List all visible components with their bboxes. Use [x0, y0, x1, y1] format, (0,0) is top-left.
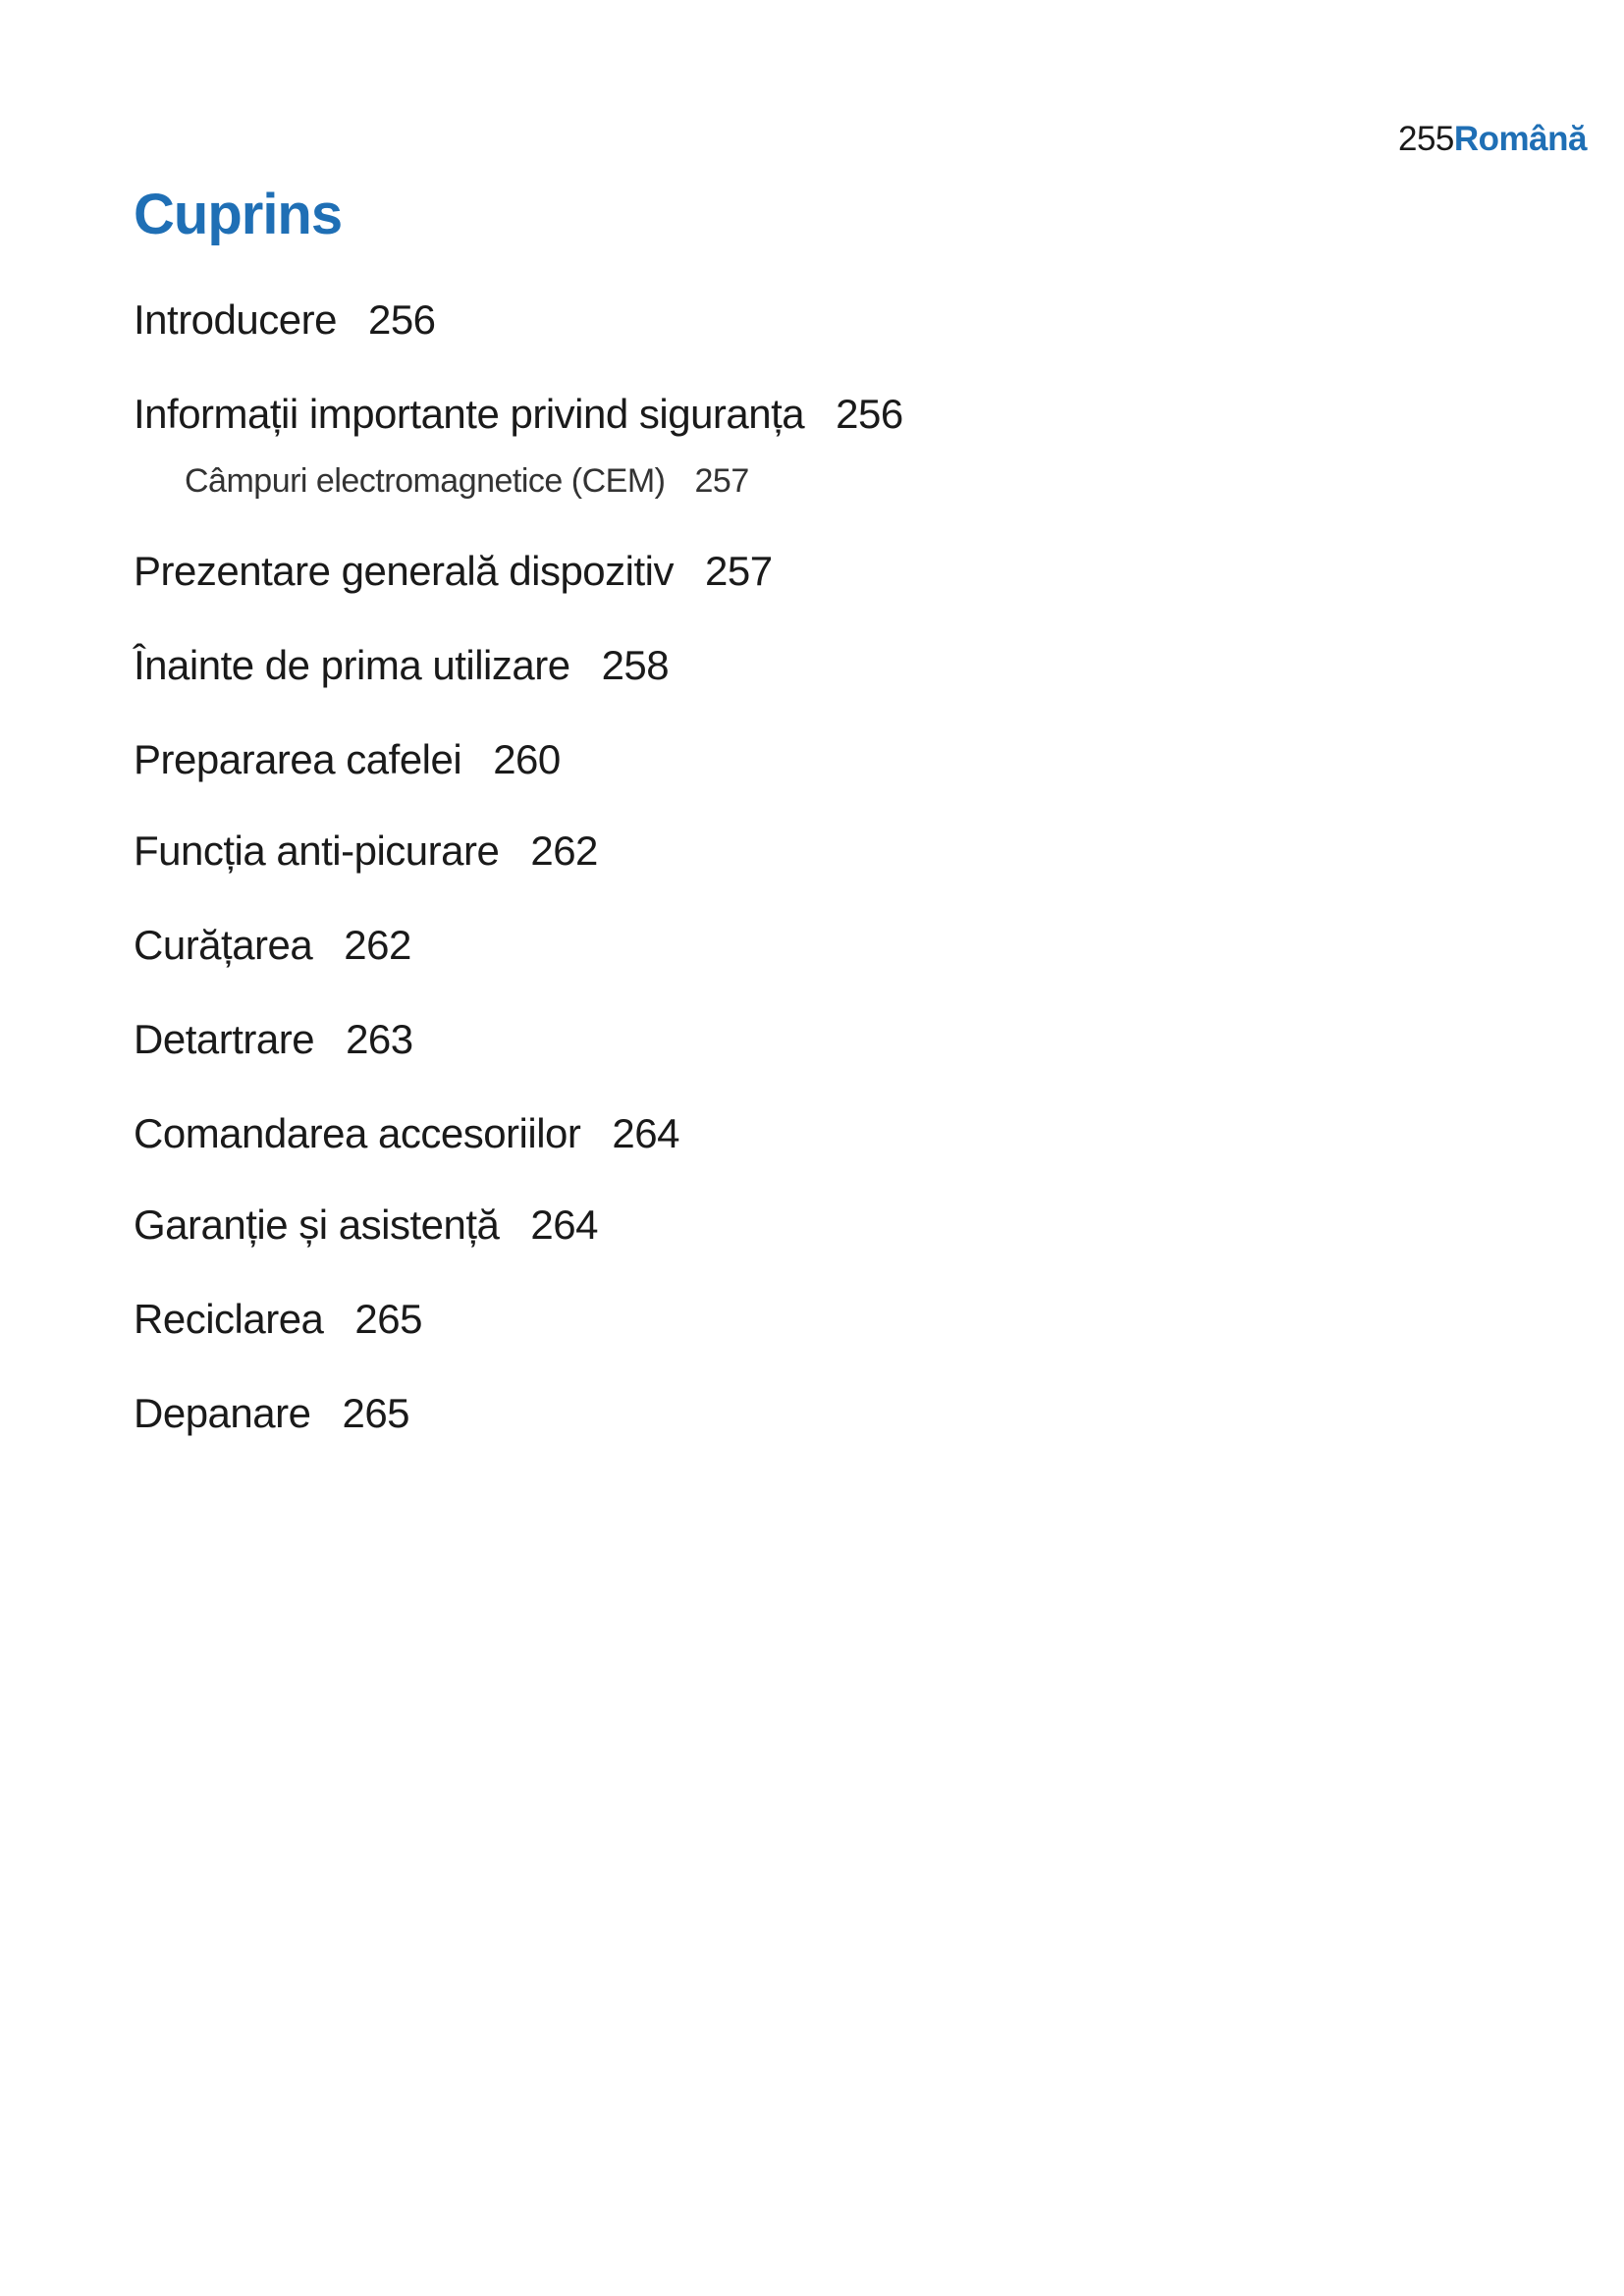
- toc-entry-page: 263: [346, 1016, 413, 1062]
- toc-entry-functia-anti-picurare[interactable]: [134, 828, 598, 875]
- toc-entry-label: Curățarea: [134, 922, 313, 968]
- toc-entry-page: 264: [612, 1110, 679, 1156]
- toc-entry-informatii-siguranta[interactable]: [134, 391, 903, 438]
- toc-entry-detartrare[interactable]: [134, 1016, 413, 1063]
- toc-entry-page: 262: [530, 828, 598, 874]
- toc-title: Cuprins: [134, 183, 343, 246]
- toc-entry-label: Introducere: [134, 296, 337, 343]
- toc-entry-page: 257: [705, 548, 773, 594]
- toc-entry-label: Prezentare generală dispozitiv: [134, 548, 674, 594]
- toc-entry-prezentare-generala[interactable]: [134, 548, 773, 595]
- toc-entry-page: 265: [354, 1296, 422, 1342]
- toc-entry-reciclarea[interactable]: [134, 1296, 422, 1343]
- toc-entry-campuri-electromagnetice[interactable]: [185, 461, 749, 501]
- toc-entry-page: 256: [367, 296, 436, 343]
- toc-entry-page: 258: [601, 642, 670, 688]
- toc-entry-page: 257: [694, 462, 749, 500]
- toc-entry-page: 262: [344, 922, 411, 968]
- toc-entry-page: 256: [836, 391, 903, 437]
- toc-entry-label: Funcția anti-picurare: [134, 828, 500, 874]
- toc-entry-prepararea-cafelei[interactable]: [134, 736, 561, 783]
- toc-entry-inainte-de-prima-utilizare[interactable]: [134, 642, 669, 689]
- page-number: 255: [1398, 120, 1454, 158]
- toc-entry-label: Reciclarea: [134, 1296, 324, 1342]
- toc-entry-comandarea-accesoriilor[interactable]: [134, 1110, 679, 1157]
- toc-entry-page: 265: [342, 1390, 410, 1436]
- toc-entry-label: Detartrare: [134, 1016, 315, 1062]
- toc-entry-depanare[interactable]: [134, 1390, 409, 1437]
- toc-entry-label: Înainte de prima utilizare: [134, 642, 570, 688]
- toc-entry-label: Câmpuri electromagnetice (CEM): [185, 462, 666, 500]
- toc-entry-label: Depanare: [134, 1390, 311, 1436]
- language-label: Română: [1453, 120, 1587, 158]
- toc-entry-label: Garanție și asistență: [134, 1201, 500, 1248]
- toc-entry-curatarea[interactable]: [134, 922, 411, 969]
- page-header: [1398, 120, 1587, 159]
- toc-entry-garantie-si-asistenta[interactable]: [134, 1201, 598, 1249]
- toc-entry-page: 264: [530, 1201, 598, 1248]
- toc-entry-label: Prepararea cafelei: [134, 736, 462, 782]
- toc-entry-page: 260: [493, 736, 561, 782]
- toc-entry-introducere[interactable]: [134, 296, 436, 344]
- toc-entry-label: Comandarea accesoriilor: [134, 1110, 581, 1156]
- toc-entry-label: Informații importante privind siguranța: [134, 391, 805, 437]
